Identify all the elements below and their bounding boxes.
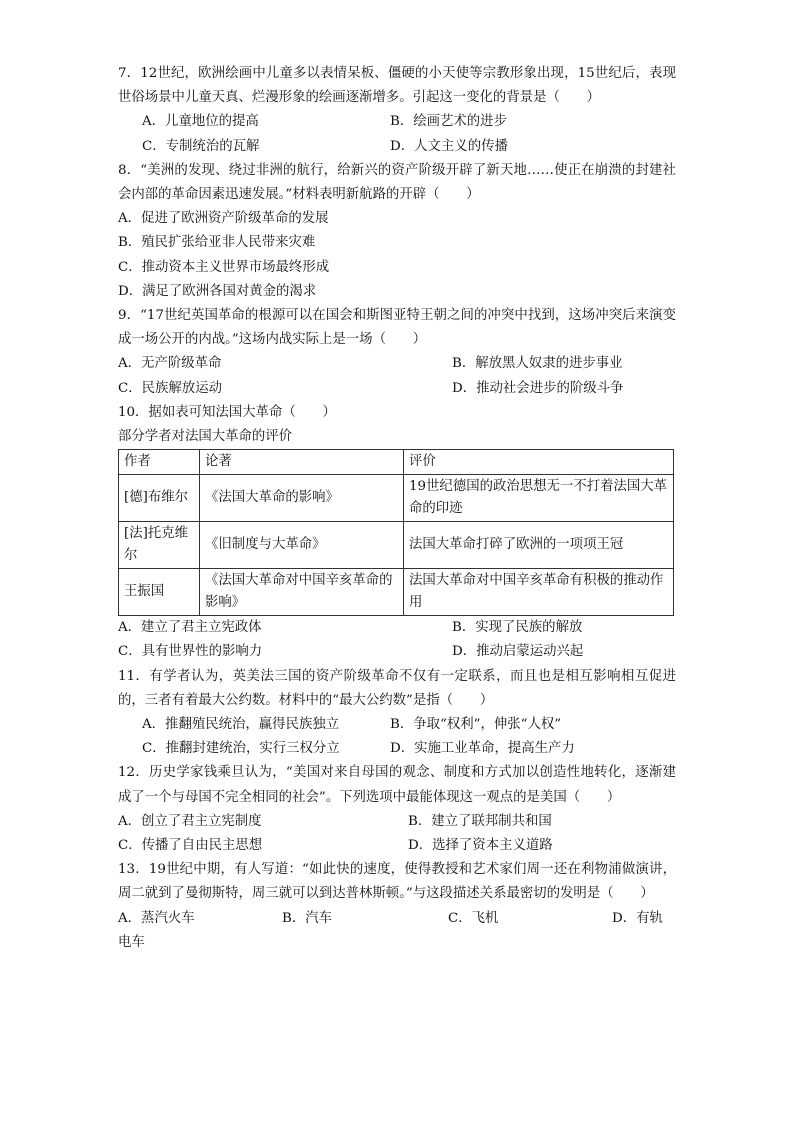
options bbox=[118, 616, 676, 664]
table-row bbox=[119, 522, 674, 569]
question-stem: 7．12世纪，欧洲绘画中儿童多以表情呆板、僵硬的小天使等宗教形象出现，15世纪后，表现世俗场景中儿童天真、烂漫形象的绘画逐渐增多。引起这一变化的背景是（ ） bbox=[118, 66, 676, 106]
option-a: A．建立了君主立宪政体 bbox=[118, 620, 262, 636]
options bbox=[118, 810, 676, 858]
option-d-continuation: 电车 bbox=[118, 934, 145, 950]
table-cell: 王振国 bbox=[119, 569, 200, 616]
option-d: D．选择了资本主义道路 bbox=[408, 838, 553, 854]
table-cell: 19世纪德国的政治思想无一不打着法国大革命的印迹 bbox=[404, 475, 674, 522]
question-7 bbox=[118, 62, 676, 159]
question-stem: 13．19世纪中期，有人写道：“如此快的速度，使得教授和艺术家们周一还在利物浦做演讲，周二就到了曼彻斯特，周三就可以到达普林斯顿。”与这段描述关系最密切的发明是（ ） bbox=[118, 862, 676, 902]
option-b: B．实现了民族的解放 bbox=[452, 620, 583, 636]
option-c: C．飞机 bbox=[448, 910, 499, 926]
question-12 bbox=[118, 761, 676, 858]
option-c: C．推动资本主义世界市场最终形成 bbox=[118, 259, 330, 275]
question-11 bbox=[118, 665, 676, 762]
options bbox=[118, 352, 676, 400]
option-c: C．民族解放运动 bbox=[118, 380, 222, 396]
question-stem: 12．历史学家钱乘旦认为，“美国对来自母国的观念、制度和方式加以创造性地转化，逐渐建成了一个与母国不完全相同的社会”。下列选项中最能体现这一观点的是美国（ ） bbox=[118, 765, 676, 805]
option-d: D．人文主义的传播 bbox=[390, 138, 508, 154]
table-cell: 法国大革命对中国辛亥革命有积极的推动作用 bbox=[404, 569, 674, 616]
option-d: D．推动启蒙运动兴起 bbox=[452, 644, 584, 660]
question-8 bbox=[118, 159, 676, 304]
table-cell: 《旧制度与大革命》 bbox=[200, 522, 404, 569]
question-13 bbox=[118, 858, 676, 955]
table-header-cell: 作者 bbox=[119, 450, 200, 475]
question-stem: 8．“美洲的发现、绕过非洲的航行，给新兴的资产阶级开辟了新天地……使正在崩溃的封建社会内部的革命因素迅速发展。”材料表明新航路的开辟（ ） bbox=[118, 162, 676, 203]
option-d: D．推动社会进步的阶级斗争 bbox=[452, 380, 624, 396]
option-a: A．推翻殖民统治，赢得民族独立 bbox=[142, 717, 340, 733]
option-b: B．建立了联邦制共和国 bbox=[408, 813, 552, 829]
options bbox=[118, 907, 676, 931]
option-c: C．专制统治的瓦解 bbox=[142, 138, 260, 154]
option-b: B．殖民扩张给亚非人民带来灾难 bbox=[118, 235, 316, 251]
exam-page bbox=[118, 62, 676, 955]
table-cell: 《法国大革命对中国辛亥革命的影响》 bbox=[200, 569, 404, 616]
table-header-cell: 论著 bbox=[200, 450, 404, 475]
option-c: C．推翻封建统治，实行三权分立 bbox=[142, 741, 340, 757]
option-a: A．促进了欧洲资产阶级革命的发展 bbox=[118, 211, 329, 227]
question-stem: 10．据如表可知法国大革命（ ） bbox=[118, 404, 336, 420]
option-b: B．解放黑人奴隶的进步事业 bbox=[452, 356, 623, 372]
option-b: B．汽车 bbox=[282, 910, 333, 926]
table-row bbox=[119, 475, 674, 522]
table-cell: 法国大革命打碎了欧洲的一项项王冠 bbox=[404, 522, 674, 569]
question-9 bbox=[118, 304, 676, 401]
question-stem: 9．“17世纪英国革命的根源可以在国会和斯图亚特王朝之间的冲突中找到，这场冲突后来演变成一场公开的内战。”这场内战实际上是一场（ ） bbox=[118, 308, 676, 348]
evaluation-table bbox=[118, 449, 674, 616]
table-header-row bbox=[119, 450, 674, 475]
option-c: C．传播了自由民主思想 bbox=[118, 838, 263, 854]
table-caption: 部分学者对法国大革命的评价 bbox=[118, 429, 293, 445]
option-d: D．有轨 bbox=[612, 910, 663, 926]
option-a: A．无产阶级革命 bbox=[118, 356, 222, 372]
table-cell: [法]托克维尔 bbox=[119, 522, 200, 569]
question-stem: 11．有学者认为，英美法三国的资产阶级革命不仅有一定联系，而且也是相互影响相互促进的，三者有着最大公约数。材料中的“最大公约数”是指（ ） bbox=[118, 668, 676, 708]
option-a: A．创立了君主立宪制度 bbox=[118, 813, 262, 829]
table-cell: 《法国大革命的影响》 bbox=[200, 475, 404, 522]
option-a: A．儿童地位的提高 bbox=[142, 114, 259, 130]
option-b: B．争取“权利”，伸张“人权” bbox=[390, 717, 562, 733]
option-a: A．蒸汽火车 bbox=[118, 910, 195, 926]
options bbox=[118, 110, 676, 158]
option-d: D．满足了欧洲各国对黄金的渴求 bbox=[118, 283, 317, 299]
table-header-cell: 评价 bbox=[404, 450, 674, 475]
option-c: C．具有世界性的影响力 bbox=[118, 644, 263, 660]
table-cell: [德]布维尔 bbox=[119, 475, 200, 522]
option-d: D．实施工业革命，提高生产力 bbox=[390, 741, 575, 757]
table-row bbox=[119, 569, 674, 616]
options bbox=[118, 713, 676, 761]
question-10 bbox=[118, 401, 676, 665]
option-b: B．绘画艺术的进步 bbox=[390, 114, 507, 130]
